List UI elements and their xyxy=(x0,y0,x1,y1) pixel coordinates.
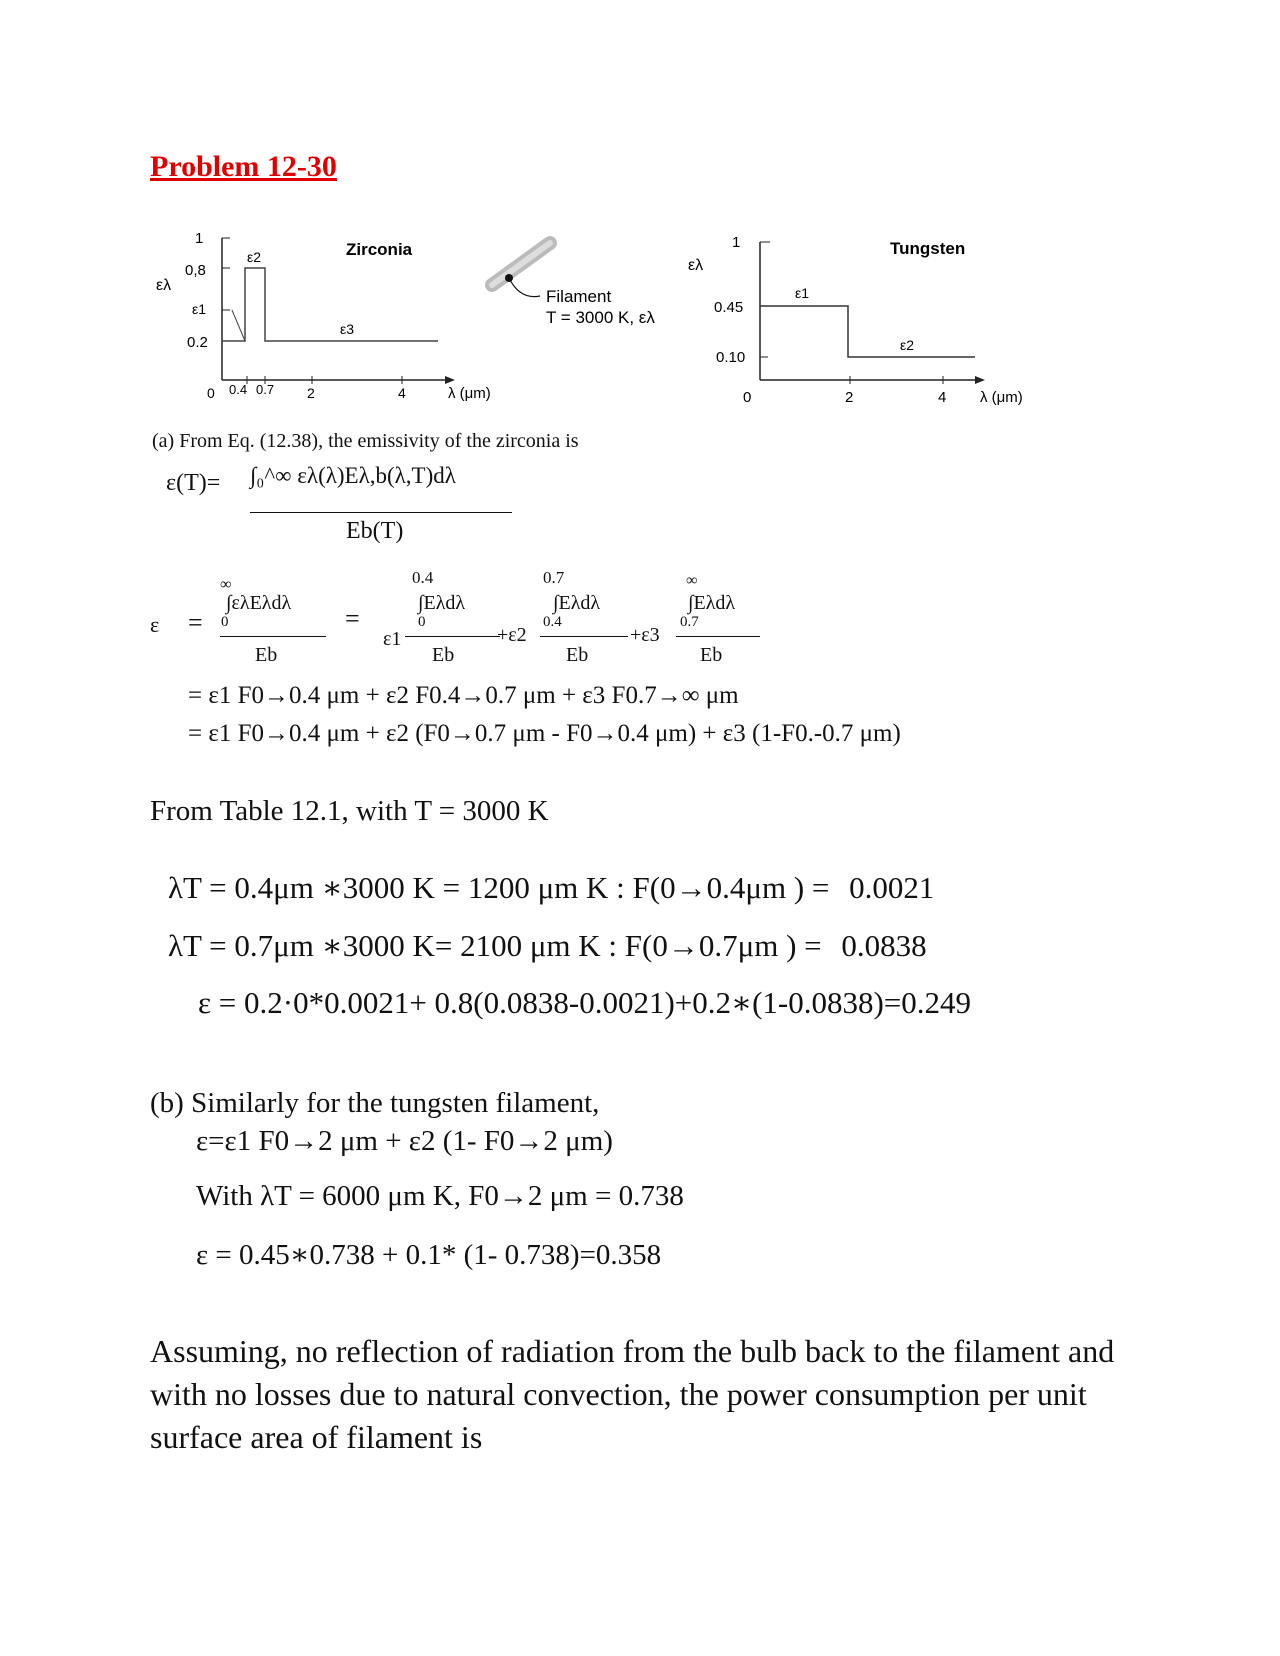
tungsten-e1-label: ε1 xyxy=(795,285,810,301)
calc2-lhs: λT = 0.7μm ∗3000 K= 2100 μm K : F(0→0.7μm ) = xyxy=(168,928,822,963)
eq2-t2-coef: ε1 xyxy=(383,628,402,650)
b-eq2: With λT = 6000 μm K, F0→2 μm = 0.738 xyxy=(196,1180,684,1212)
zirconia-e3-label: ε3 xyxy=(340,321,355,337)
eq2-t3-num: ∫Eλdλ xyxy=(553,592,601,614)
tungsten-e2-label: ε2 xyxy=(900,337,915,353)
tungsten-chart xyxy=(688,234,1023,406)
eq2-t2-hi: 0.4 xyxy=(412,568,434,587)
eq2-t4-coef: +ε3 xyxy=(630,624,660,646)
eq1-numerator: ∫₀^∞ ελ(λ)Eλ,b(λ,T)dλ xyxy=(250,463,456,488)
tungsten-ytick-045: 0.45 xyxy=(714,299,744,316)
eq3: = ε1 F0→0.4 μm + ε2 F0.4→0.7 μm + ε3 F0.7→∞ μm xyxy=(188,682,739,709)
table-reference: From Table 12.1, with T = 3000 K xyxy=(150,795,549,827)
zirconia-ytick-08: 0,8 xyxy=(185,262,206,279)
eq2-t3-hi: 0.7 xyxy=(543,568,565,587)
eq2-t1-den: Eb xyxy=(255,644,278,666)
eq2-t4-num: ∫Eλdλ xyxy=(688,592,736,614)
eq2-equals-1: = xyxy=(188,608,203,637)
page-title: Problem 12-30 xyxy=(150,150,337,183)
calc3: ε = 0.2·0*0.0021+ 0.8(0.0838-0.0021)+0.2∗(1-0.0838)=0.249 xyxy=(198,985,972,1020)
zirconia-xtick-2: 2 xyxy=(307,385,315,401)
zirconia-ytick-1: 1 xyxy=(195,230,204,247)
eq2-t3-coef: +ε2 xyxy=(497,624,527,646)
eq1-denominator: Eb(T) xyxy=(346,518,404,544)
eq2-t4-den: Eb xyxy=(700,644,723,666)
eq2-t3-bar xyxy=(540,636,628,637)
zirconia-chart xyxy=(156,230,491,402)
eq2-t1-hi: ∞ xyxy=(220,576,232,593)
zirconia-xtick-4: 4 xyxy=(398,385,406,401)
zirconia-xtick-04: 0.4 xyxy=(229,382,248,397)
calc-line-1 xyxy=(168,870,934,906)
zirconia-title: Zirconia xyxy=(346,240,413,259)
zirconia-xtick-0: 0 xyxy=(207,385,215,401)
tungsten-xtick-2: 2 xyxy=(845,389,854,406)
eq2-t1-lo: 0 xyxy=(221,614,229,630)
eq2-t4-lo: 0.7 xyxy=(680,614,699,630)
part-b-intro: (b) Similarly for the tungsten filament, xyxy=(150,1087,600,1119)
eq2-lhs: ε xyxy=(150,612,160,637)
zirconia-ytick-e1: ε1 xyxy=(192,301,207,317)
zirconia-y-label: ελ xyxy=(156,277,172,294)
zirconia-xtick-07: 0.7 xyxy=(256,382,275,397)
zirconia-e2-label: ε2 xyxy=(247,249,262,265)
tungsten-ytick-1: 1 xyxy=(732,234,741,251)
eq2-t1-bar xyxy=(220,636,326,637)
calc1-lhs: λT = 0.4μm ∗3000 K = 1200 μm K : F(0→0.4μm ) = xyxy=(168,870,830,905)
eq2-t3-den: Eb xyxy=(566,644,589,666)
zirconia-x-label: λ (μm) xyxy=(448,385,491,402)
calc1-value: 0.0021 xyxy=(849,870,935,905)
eq2-t2-lo: 0 xyxy=(418,614,426,630)
emissivity-figure xyxy=(0,0,1280,420)
eq2-t2-den: Eb xyxy=(432,644,455,666)
calc-line-2 xyxy=(168,928,927,964)
eq1-fraction-bar xyxy=(250,512,512,513)
eq2-t2-bar xyxy=(405,636,500,637)
tungsten-x-label: λ (μm) xyxy=(980,389,1023,406)
tungsten-title: Tungsten xyxy=(890,239,966,258)
eq2-t3-lo: 0.4 xyxy=(543,614,562,630)
tungsten-y-label: ελ xyxy=(688,257,704,274)
eq2-equals-2: = xyxy=(345,604,360,633)
filament-temperature: T = 3000 K, ελ xyxy=(546,308,655,327)
filament-drawing xyxy=(492,243,655,327)
zirconia-ytick-02: 0.2 xyxy=(187,334,208,351)
eq2-t2-num: ∫Eλdλ xyxy=(418,592,466,614)
eq2-t1-num: ∫ελEλdλ xyxy=(226,592,292,614)
b-eq1: ε=ε1 F0→2 μm + ε2 (1- F0→2 μm) xyxy=(196,1125,613,1157)
tungsten-xtick-4: 4 xyxy=(938,389,947,406)
eq2-t4-hi: ∞ xyxy=(686,572,698,589)
eq1-lhs: ε(T)= xyxy=(166,470,221,496)
part-a-intro: (a) From Eq. (12.38), the emissivity of the zirconia is xyxy=(152,430,579,452)
tungsten-ytick-010: 0.10 xyxy=(716,349,746,366)
eq4: = ε1 F0→0.4 μm + ε2 (F0→0.7 μm - F0→0.4 μm) + ε3 (1-F0.-0.7 μm) xyxy=(188,720,901,747)
eq2-t4-bar xyxy=(676,636,760,637)
b-eq3: ε = 0.45∗0.738 + 0.1* (1- 0.738)=0.358 xyxy=(196,1239,662,1271)
calc2-value: 0.0838 xyxy=(841,928,927,963)
closing-paragraph: Assuming, no reflection of radiation from the bulb back to the filament and with no losses due to natural convection, the power consumption per unit surface area of filament is xyxy=(150,1333,1115,1455)
tungsten-ytick-0: 0 xyxy=(743,389,752,406)
filament-label: Filament xyxy=(546,287,612,306)
